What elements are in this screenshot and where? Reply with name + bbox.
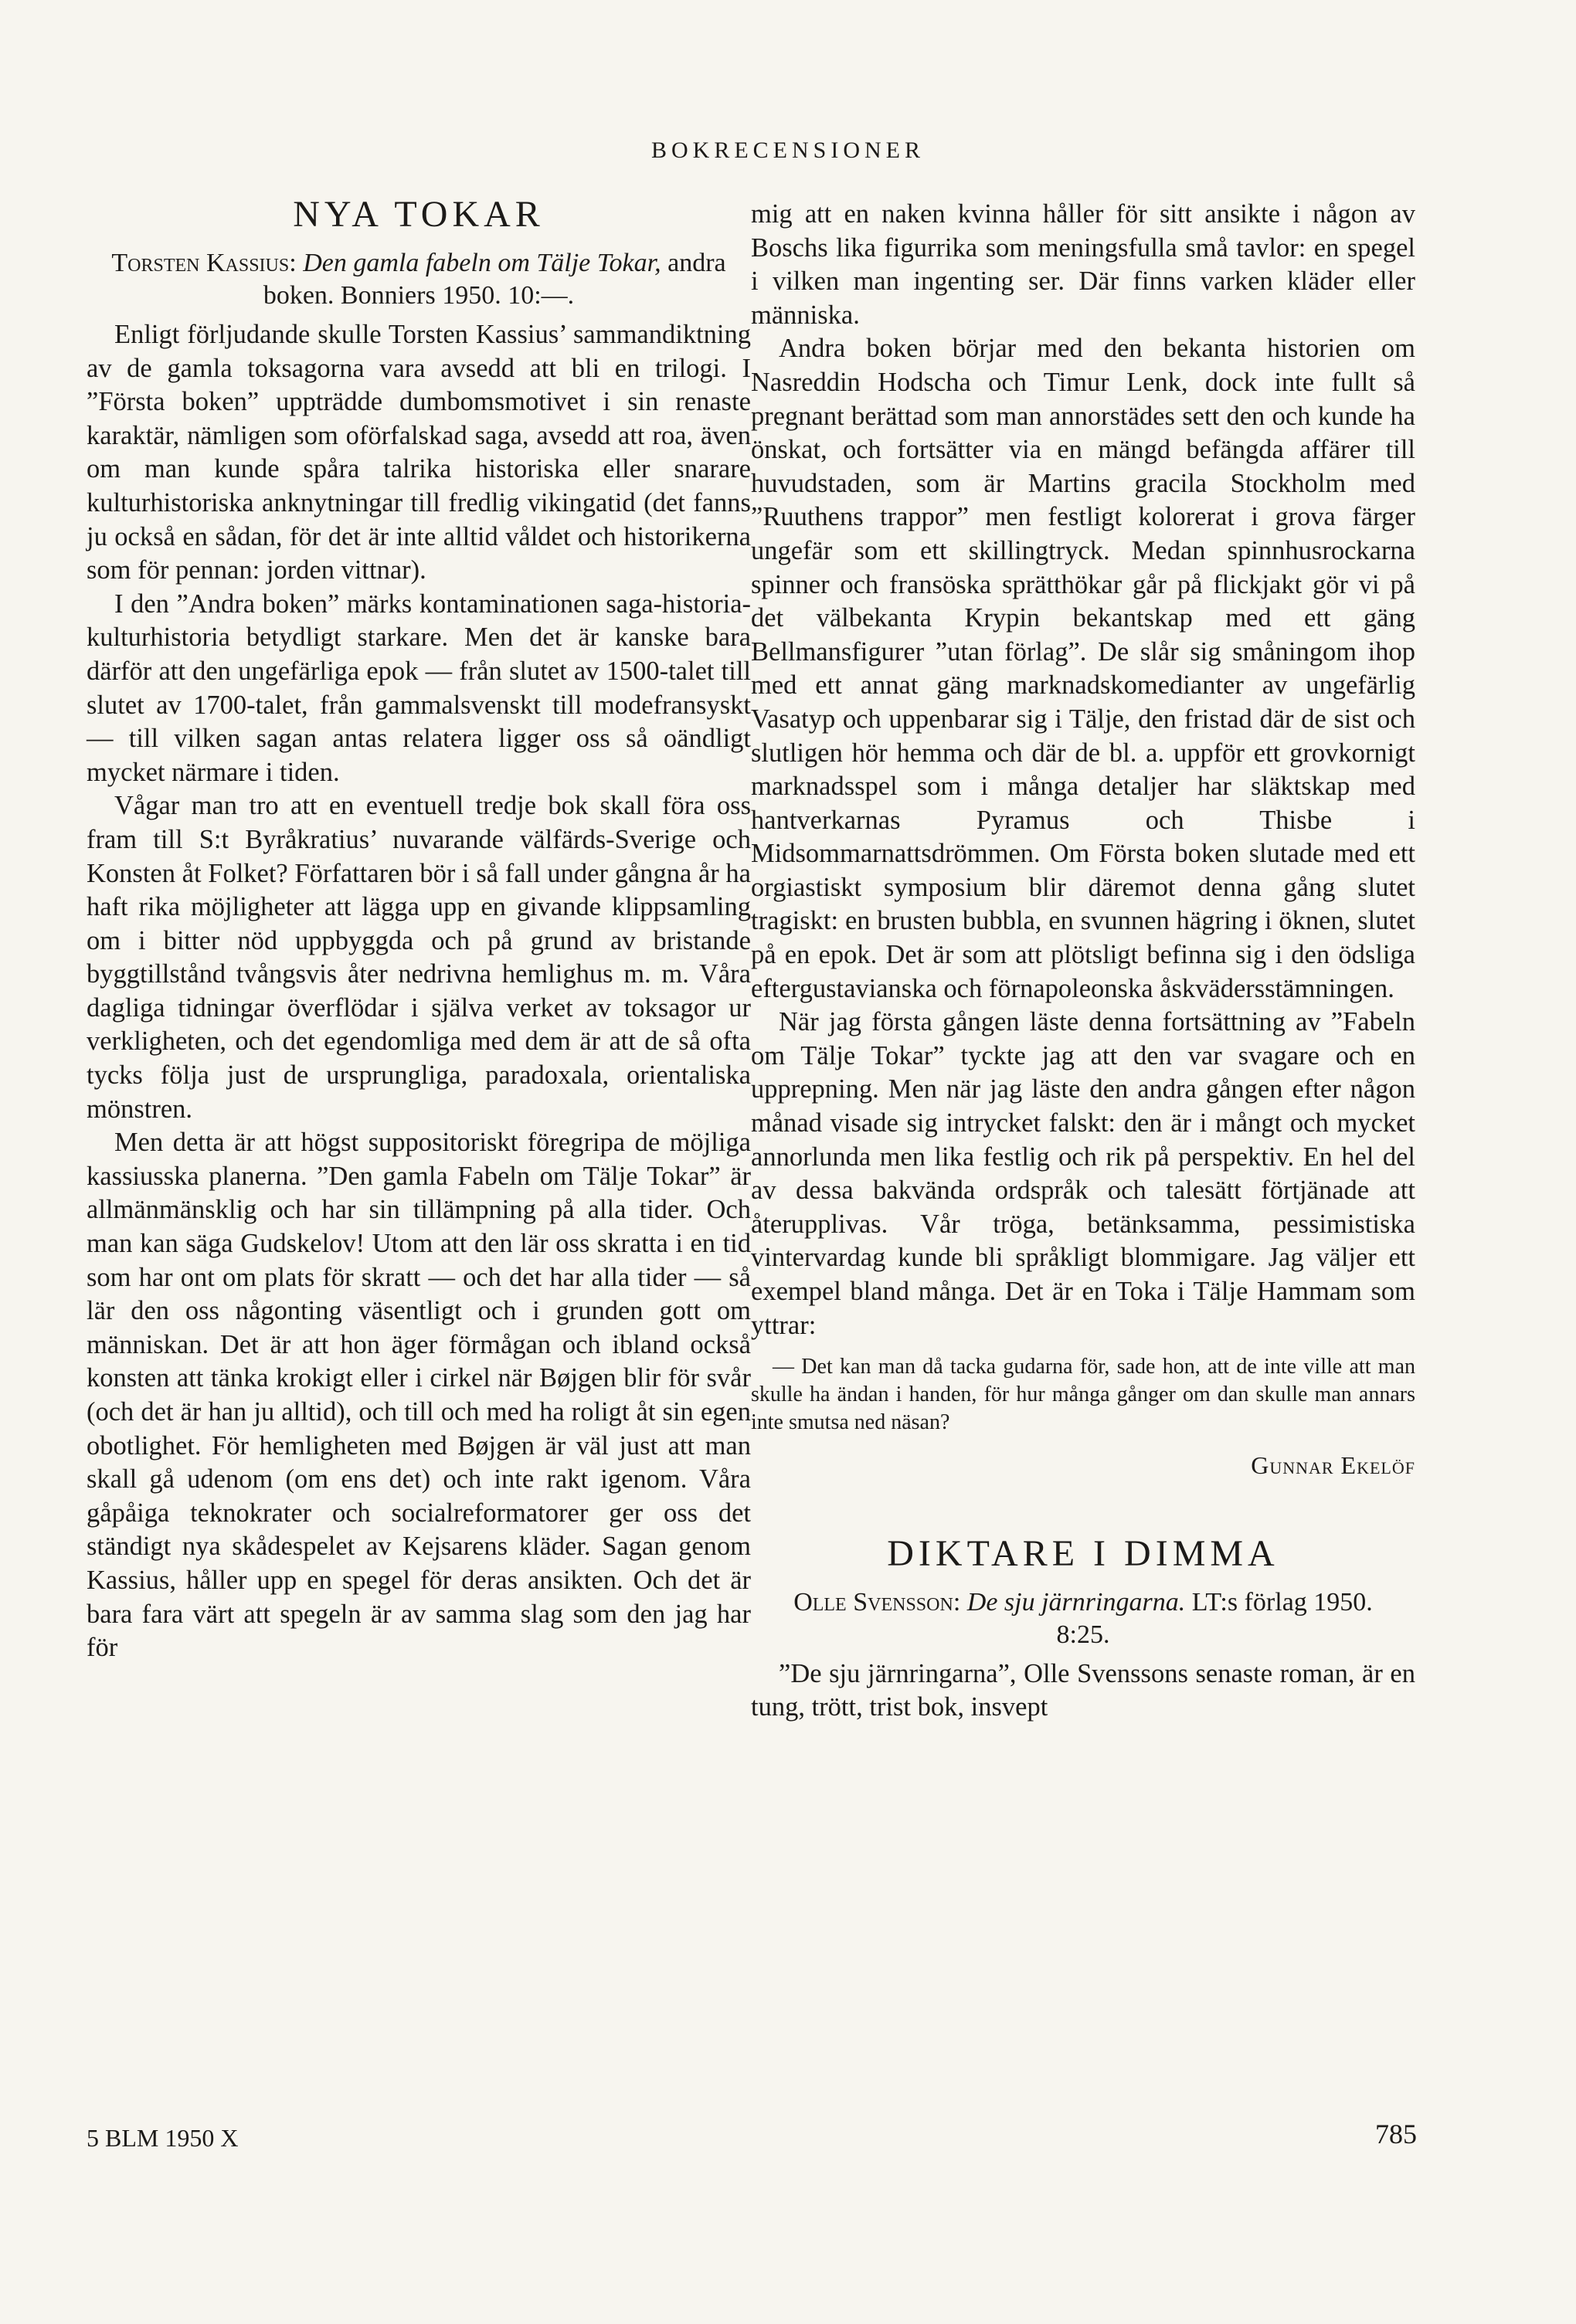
biblio-publication: andra boken. Bonniers 1950. 10:—. bbox=[263, 249, 726, 310]
reviewed-author: Olle Svensson bbox=[793, 1587, 953, 1617]
paragraph: När jag första gången läste denna fortsättning av ”Fabeln om Tälje Tokar” tyckte jag att den var svagare och en upprepning. Men när jag läste den andra gången efter någon månad visade sig intrycket falskt: den är i mångt och mycket annorlunda men lika festlig och rik på perspektiv. En hel del av dessa bakvända ordspråk och talesätt förtjänade att återupplivas. Vår tröga, betänksamma, pessimistiska vintervardag kunde bli språkligt blommigare. Jag väljer ett exempel bland många. Det är en Toka i Tälje Hammam som yttrar: bbox=[751, 1007, 1415, 1340]
footer-signature-mark: 5 BLM 1950 X bbox=[87, 2124, 239, 2152]
left-column bbox=[87, 192, 751, 1665]
reviewed-book-title: De sju järnringarna. bbox=[966, 1587, 1186, 1617]
running-head: BOKRECENSIONER bbox=[650, 137, 925, 163]
paragraph: I den ”Andra boken” märks kontaminationen saga-historia-kulturhistoria betydligt starkare. Men det är kanske bara därför att den ungefärliga epok — från slutet av 1500-talet till slutet av 1700-talet, från gammalsvenskt till modefransyskt — till vilken sagan antas relatera ligger oss så oändligt mycket närmare i tiden. bbox=[87, 589, 751, 787]
paragraph-continued: mig att en naken kvinna håller för sitt ansikte i någon av Boschs lika figurrika som meningsfulla små tavlor: en spegel i vilken man ingenting ser. Där finns varken kläder eller människa. bbox=[751, 199, 1415, 330]
paragraph: Andra boken börjar med den bekanta historien om Nasreddin Hodscha och Timur Lenk, dock inte fullt så pregnant berättad som man annorstädes sett den och kunde ha önskat, och fortsätter via en mängd befängda affärer till huvudstaden, som är Martins gracila Stockholm med ”Ruuthens trappor” men festligt kolorerat i grova färger ungefär som ett skillingtryck. Medan spinnhusrockarna spinner och fransöska sprätthökar går på flickjakt gör vi på det välbekanta Krypin bekantskap med ett gäng Bellmansfigurer ”utan förlag”. De slår sig småningom ihop med ett annat gäng marknadskomedianter av ungefärlig Vasatyp och uppenbarar sig i Tälje, den fristad där de sist och slutligen hör hemma och där de bl. a. uppför ett grovkornigt marknadsspel som i många detaljer har släktskap med hantverkarnas Pyramus och Thisbe i Midsommarnattsdrömmen. Om Första boken slutade med ett orgiastiskt symposium blir däremot denna gång slutet tragiskt: en brusten bubbla, en svunnen hägring i öknen, slutet på en epok. Det är som att plötsligt befinna sig i den ödsliga eftergustavianska och förnapoleonska åskvädersstämningen. bbox=[751, 334, 1415, 1003]
paragraph: ”De sju järnringarna”, Olle Svenssons senaste roman, är en tung, trött, trist bok, insvept bbox=[751, 1658, 1415, 1722]
page-number: 785 bbox=[1375, 2119, 1417, 2149]
biblio-colon: : bbox=[953, 1587, 967, 1617]
bibliographic-entry bbox=[102, 247, 735, 312]
bibliographic-entry bbox=[766, 1586, 1400, 1651]
review-title: NYA TOKAR bbox=[293, 194, 545, 235]
biblio-publication: LT:s förlag 1950. 8:25. bbox=[1056, 1587, 1373, 1649]
paragraph: Men detta är att högst suppositoriskt föregripa de möjliga kassiusska planerna. ”Den gamla Fabeln om Tälje Tokar” är allmänmänsklig och har sin tillämpning på alla tider. Och man kan säga Gudskelov! Utom att den lär oss skratta i en tid som har ont om plats för skratt — och det har alla tider — så lär den oss någonting väsentligt och i grunden gott om människan. Det är att hon äger förmågan och ibland också konsten att tänka krokigt eller i cirkel när Bøjgen blir för svår (och det är han ju alltid), och till och med ha roligt åt sin egen obotlighet. För hemligheten med Bøjgen är väl just att man skall gå udenom (om ens det) och inte rakt igenom. Våra gåpåiga teknokrater och socialreformatorer ger oss det ständigt nya skådespelet av Kejsarens kläder. Sagan genom Kassius, håller upp en spegel för deras ansikten. Och det är bara fara värt att spegeln är av samma slag som den jag har för bbox=[87, 1128, 751, 1663]
right-column bbox=[751, 198, 1415, 1725]
reviewed-book-title: Den gamla fabeln om Tälje Tokar, bbox=[303, 249, 661, 277]
paragraph: Enligt förljudande skulle Torsten Kassius’ sammandiktning av de gamla toksagorna vara avsedd att bli en trilogi. I ”Första boken” uppträdde dumbomsmotivet i sin renaste karaktär, nämligen som oförfalskad saga, avsedd att roa, även om man kunde spåra talrika historiska eller snarare kulturhistoriska anknytningar till fredlig vikingatid (det fanns ju också en sådan, för det är inte alltid våldet och historikerna som för pennan: jorden vittnar). bbox=[87, 320, 751, 585]
review-title: DIKTARE I DIMMA bbox=[887, 1532, 1279, 1574]
block-quote bbox=[751, 1353, 1415, 1437]
second-review bbox=[751, 1531, 1415, 1725]
paragraph: Vågar man tro att en eventuell tredje bok skall föra oss fram till S:t Byråkratius’ nuvarande välfärds-Sverige och Konsten åt Folket? Författaren bör i så fall under gångna år ha haft rika möjligheter att lägga upp en givande klippsamling om i bitter nöd uppbyggda och på grund av bristande byggtillstånd tvångsvis åter nedrivna hemlighus m. m. Våra dagliga tidningar överflödar i själva verket av toksagor ur verkligheten, och det egendomliga med dem är att de så ofta tycks följa just de ursprungliga, paradoxala, orientaliska mönstren. bbox=[87, 791, 751, 1124]
reviewed-author: Torsten Kassius bbox=[111, 249, 290, 277]
reviewer-signature: Gunnar Ekelöf bbox=[1251, 1451, 1415, 1480]
biblio-colon: : bbox=[289, 249, 304, 277]
quote-text: — Det kan man då tacka gudarna för, sade hon, att de inte ville att man skulle ha ändan i handen, för hur många gånger om dan skulle man annars inte smutsa ned näsan? bbox=[751, 1355, 1415, 1435]
